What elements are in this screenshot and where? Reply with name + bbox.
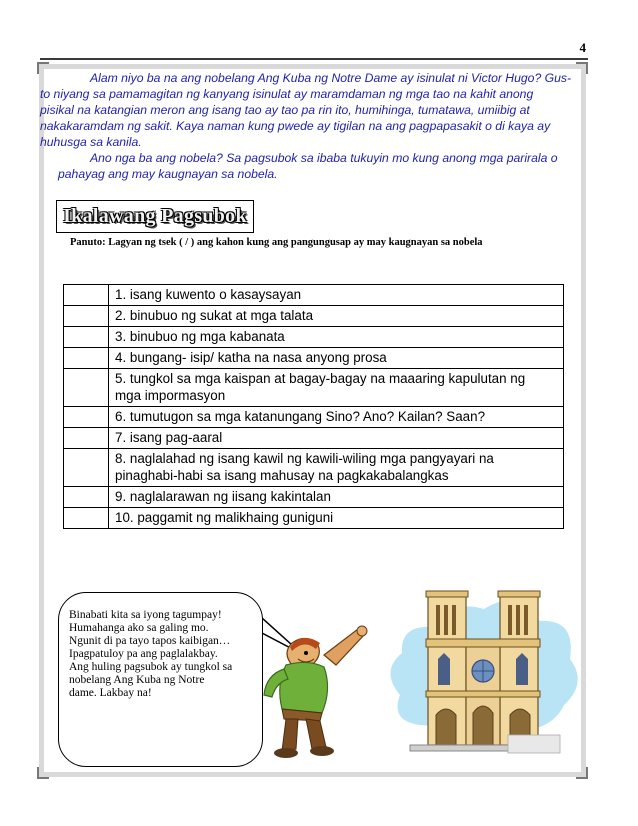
intro-line: pisikal na katangian meron ang isang tao ay tao pa rin ito, humihinga, tumatawa, umiibig at — [40, 103, 530, 117]
check-box[interactable] — [64, 508, 109, 529]
bubble-line: nobelang Ang Kuba ng Notre — [69, 674, 205, 686]
section-title-box — [56, 200, 254, 233]
intro-line: huhusga sa kanila. — [40, 135, 142, 149]
intro-line: Ano nga ba ang nobela? Sa pagsubok sa ibaba tukuyin mo kung anong mga parirala o — [90, 151, 558, 165]
item-text — [109, 306, 564, 327]
bubble-line: Binabati kita sa iyong tagumpay! — [69, 609, 222, 621]
bubble-line: Ngunit di pa tayo tapos kaibigan… — [69, 635, 231, 647]
bubble-line: Ang huling pagsubok ay tungkol sa — [69, 661, 233, 673]
table-row — [64, 487, 564, 508]
item-line: pinaghabi-habi sa isang mahusay na pagkakabalangkas — [115, 468, 449, 483]
check-box[interactable] — [64, 327, 109, 348]
check-box[interactable] — [64, 285, 109, 306]
check-box[interactable] — [64, 369, 109, 407]
item-text — [109, 369, 564, 407]
intro-line: pahayag ang may kaugnayan sa nobela. — [58, 167, 278, 181]
table-row — [64, 428, 564, 449]
page-number: 4 — [579, 40, 586, 55]
table-row — [64, 285, 564, 306]
item-line: 8. naglalahad ng isang kawil ng kawili-wiling mga pangyayari na — [115, 451, 494, 466]
table-row — [64, 508, 564, 529]
item-text — [109, 508, 564, 529]
table-row — [64, 306, 564, 327]
item-line: 7. isang pag-aaral — [115, 430, 223, 445]
top-rule — [40, 58, 588, 60]
item-line: 10. paggamit ng malikhaing guniguni — [115, 510, 334, 525]
intro-line: Alam niyo ba na ang nobelang Ang Kuba ng Notre Dame ay isinulat ni Victor Hugo? Gus- — [90, 71, 572, 85]
checklist-table — [63, 284, 564, 529]
item-text — [109, 407, 564, 428]
check-box[interactable] — [64, 348, 109, 369]
check-box[interactable] — [64, 449, 109, 487]
item-text — [109, 327, 564, 348]
intro-line: nakakaramdam ng sakit. Kaya naman kung pwede ay tigilan na ang pagpapasakit o di kaya ay — [40, 119, 551, 133]
check-box[interactable] — [64, 487, 109, 508]
intro-line: to niyang sa pamamagitan ng kanyang isinulat ay maramdaman ng mga tao na kahit anong — [40, 87, 534, 101]
table-row — [64, 348, 564, 369]
item-text — [109, 449, 564, 487]
check-box[interactable] — [64, 407, 109, 428]
item-line: 4. bungang- isip/ katha na nasa anyong prosa — [115, 350, 387, 365]
table-row — [64, 327, 564, 348]
item-line: 1. isang kuwento o kasaysayan — [115, 287, 302, 302]
item-line: 3. binubuo ng mga kabanata — [115, 329, 285, 344]
table-row — [64, 449, 564, 487]
table-row — [64, 407, 564, 428]
section-title: Ikalawang Pagsubok — [63, 205, 247, 227]
item-line: 6. tumutugon sa mga katanungang Sino? Ano? Kailan? Saan? — [115, 409, 486, 424]
item-line: mga impormasyon — [115, 388, 226, 403]
intro-text — [40, 70, 585, 182]
bubble-line: dame. Lakbay na! — [69, 687, 152, 699]
check-box[interactable] — [64, 428, 109, 449]
instructions: Panuto: Lagyan ng tsek ( / ) ang kahon kung ang pangungusap ay may kaugnayan sa nobela — [70, 237, 483, 248]
check-box[interactable] — [64, 306, 109, 327]
bubble-line: Humahanga ako sa galing mo. — [69, 622, 209, 634]
frame-corner-bl — [37, 767, 49, 779]
speech-bubble — [58, 592, 263, 767]
item-line: 9. naglalarawan ng iisang kakintalan — [115, 489, 331, 504]
item-line: 5. tungkol sa mga kaispan at bagay-bagay na maaaring kapulutan ng — [115, 371, 526, 386]
item-text — [109, 487, 564, 508]
table-row — [64, 369, 564, 407]
item-text — [109, 285, 564, 306]
item-text — [109, 348, 564, 369]
hunchback-character-icon — [262, 625, 372, 765]
item-line: 2. binubuo ng sukat at mga talata — [115, 308, 314, 323]
notre-dame-cathedral-icon — [380, 575, 585, 770]
bubble-line: Ipagpatuloy pa ang paglalakbay. — [69, 648, 218, 660]
item-text — [109, 428, 564, 449]
